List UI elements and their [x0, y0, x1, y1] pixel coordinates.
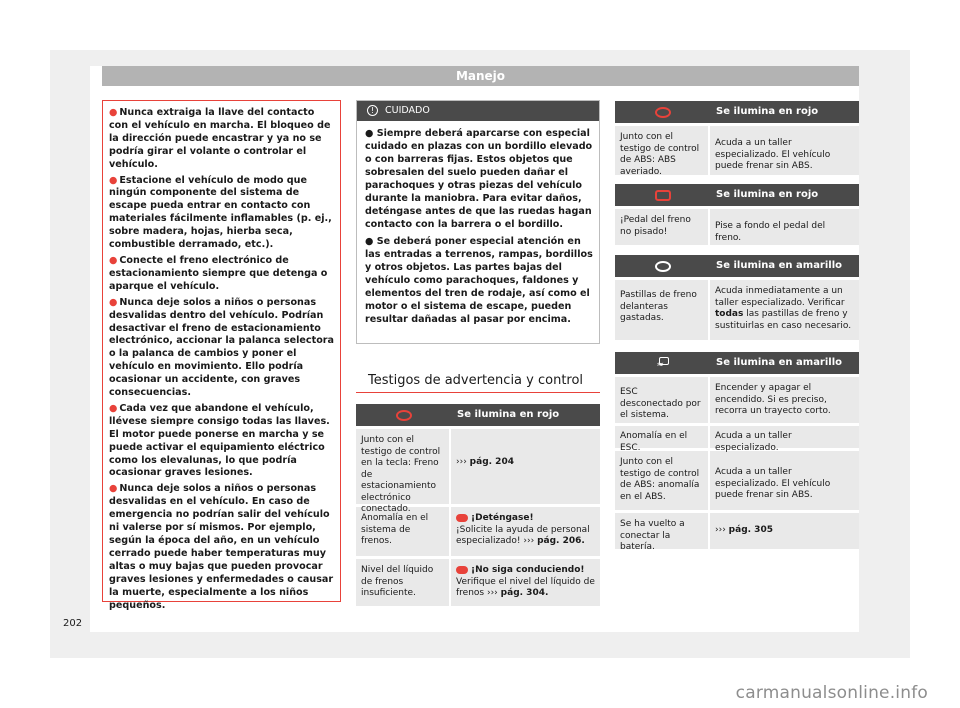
brake-pads-table: [615, 255, 859, 340]
table-row: Anomalía en el sistema de frenos. ¡Deténgase! ¡Solicite la ayuda de personal especializado! ››› pág. 206.: [356, 507, 600, 556]
table-header: Se ilumina en rojo: [615, 101, 859, 123]
warning-item: ● Nunca extraiga la llave del contacto con el vehículo en marcha. El bloqueo de la dirección puede encastrar y ya no se podría girar el volante o controlar el vehículo.: [109, 107, 331, 170]
table-header: Se ilumina en amarillo: [615, 255, 859, 277]
page-reference-link[interactable]: pág. 206.: [537, 536, 585, 546]
bullet-icon: ●: [109, 174, 118, 186]
bullet-icon: ●: [109, 483, 118, 495]
table-row: Junto con el testigo de control de ABS: ABS averiado. Acuda a un taller especializado. El vehículo puede frenar sin ABS.: [615, 126, 859, 175]
table-row: Anomalía en el ESC. Acuda a un taller especializado.: [615, 426, 859, 448]
page-reference-link[interactable]: pág. 304.: [500, 588, 549, 598]
warning-item: ● Nunca deje solos a niños o personas desvalidas en el vehículo. En caso de emergencia no podrían salir del vehículo ni valerse por sí mismos. Por ejemplo, según la época del año, en un vehículo cerrado puede haber temperaturas muy altas o muy bajas que pueden provocar graves lesiones y enfermedades o causar la muerte, especialmente a los niños pequeños.: [109, 483, 334, 611]
pedal-warning-icon: [655, 190, 671, 201]
esc-warning-table: [615, 352, 859, 552]
caution-item: ● Siempre deberá aparcarse con especial cuidado en plazas con un bordillo elevado o con barreras fijas. Estos objetos que sobresalen del suelo pueden dañar el parachoques y otras piezas del vehículo durante la maniobra. Para evitar daños, deténgase antes de que las ruedas hagan contacto con la barrera o el bordillo.: [365, 128, 593, 230]
caution-header: ! CUIDADO: [357, 101, 599, 121]
section-title: Testigos de advertencia y control: [368, 373, 584, 388]
page-reference-link[interactable]: ››› pág. 204: [456, 457, 514, 467]
brake-pedal-table: [615, 184, 859, 245]
caution-body: [357, 121, 599, 326]
table-row: Se ha vuelto a conectar la batería. ››› pág. 305: [615, 513, 859, 549]
bullet-icon: ●: [365, 128, 377, 139]
table-row: Pastillas de freno delanteras gastadas. Acuda inmediatamente a un taller especializado. Verificar todas las pastillas de freno y sustituirlas en caso necesario.: [615, 280, 859, 340]
bullet-icon: ●: [365, 236, 377, 247]
table-row: Junto con el testigo de control en la tecla: Freno de estacionamiento electrónico conectado. ››› pág. 204: [356, 429, 600, 504]
page-number: 202: [63, 618, 83, 629]
table-row: Junto con el testigo de control de ABS: anomalía en el ABS. Acuda a un taller especializado. El vehículo puede frenar sin ABS.: [615, 451, 859, 510]
brake-warning-icon: [396, 410, 412, 421]
bullet-icon: ●: [109, 296, 118, 308]
warning-item: ● Conecte el freno electrónico de estacionamiento siempre que detenga o aparque el vehículo.: [109, 254, 328, 292]
warning-item: ● Nunca deje solos a niños o personas desvalidas dentro del vehículo. Podrían desactivar el freno de estacionamiento electrónico, accionar la palanca selectora o la palanca de cambios y poner el vehículo en movimiento. Ello podría ocasionar un accidente, con graves consecuencias.: [109, 296, 334, 399]
table-header: Se ilumina en rojo: [615, 184, 859, 206]
brake-pad-icon: [655, 261, 671, 272]
brake-warning-table: [356, 404, 600, 606]
bullet-icon: ●: [109, 254, 118, 266]
table-header: Se ilumina en rojo: [356, 404, 600, 426]
stop-sign-icon: [456, 566, 468, 574]
esc-skid-icon: [656, 357, 670, 369]
brake-warning-icon: [655, 107, 671, 118]
caution-item: ● Se deberá poner especial atención en las entradas a terrenos, rampas, bordillos y otros objetos. Las partes bajas del vehículo como parachoques, faldones y elementos del tren de rodaje, así como el motor o el sistema de escape, pueden resultar dañadas al pasar por encima.: [365, 236, 593, 325]
chapter-header: Manejo: [102, 66, 859, 86]
warning-item: ● Cada vez que abandone el vehículo, llévese siempre consigo todas las llaves. El motor puede ponerse en marcha y se puede activar el equipamiento eléctrico como los elevalunas, lo que podría ocasionar graves lesiones.: [109, 402, 330, 479]
table-row: Nivel del líquido de frenos insuficiente. ¡No siga conduciendo! Verifique el nivel del líquido de frenos ››› pág. 304.: [356, 559, 600, 606]
warning-item: ● Estacione el vehículo de modo que ningún componente del sistema de escape pueda entrar en contacto con materiales fácilmente inflamables (p. ej., sobre madera, hojas, hierba seca, combustible derramado, etc.).: [109, 174, 332, 251]
table-header: ≈ Se ilumina en amarillo: [615, 352, 859, 374]
section-divider: [356, 392, 600, 393]
table-row: ESC desconectado por el sistema. Encender y apagar el encendido. Si es preciso, recorra un trayecto corto.: [615, 377, 859, 423]
page-reference-link[interactable]: ››› pág. 305: [715, 525, 773, 535]
table-row: ¡Pedal del freno no pisado! Pise a fondo el pedal del freno.: [615, 209, 859, 245]
abs-warning-table: [615, 101, 859, 175]
stop-sign-icon: [456, 514, 468, 522]
warning-box: [102, 100, 341, 611]
watermark-text: carmanualsonline.info: [735, 683, 928, 703]
caution-box: [356, 100, 600, 344]
bullet-icon: ●: [109, 402, 118, 414]
circle-info-icon: !: [367, 105, 378, 116]
bullet-icon: ●: [109, 107, 118, 118]
